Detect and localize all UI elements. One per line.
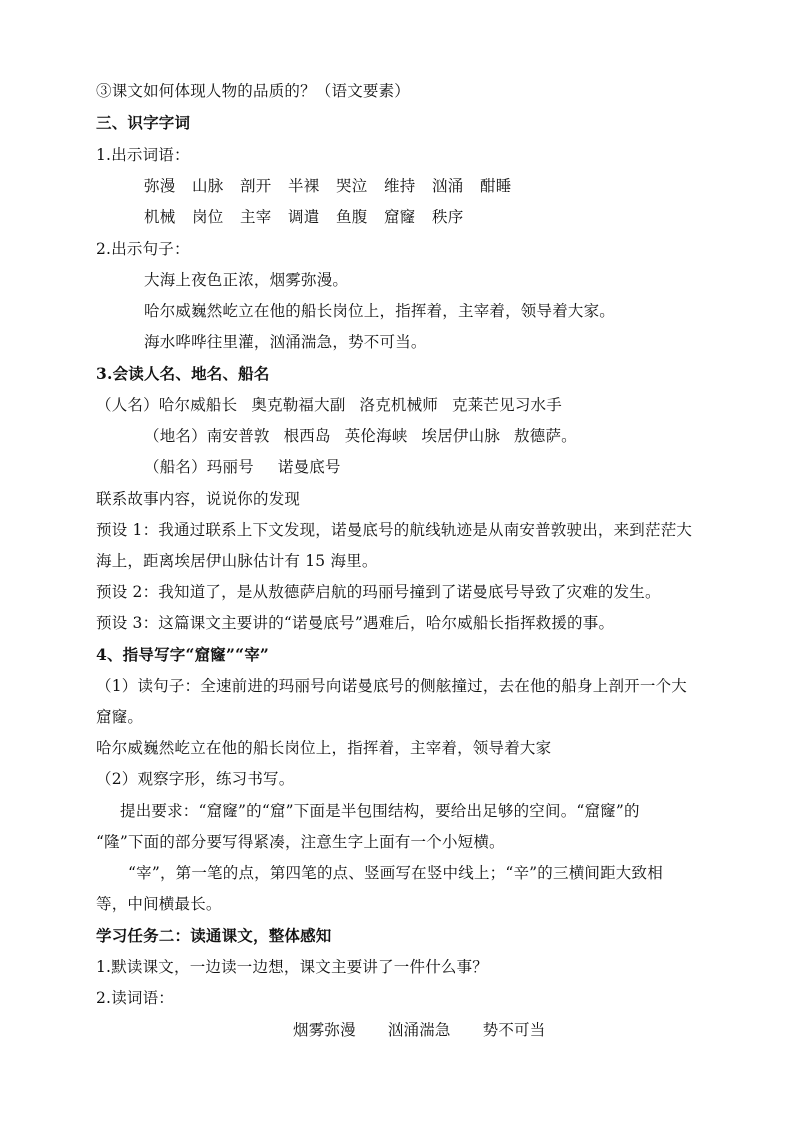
word-list-row-2 [144,207,463,227]
name-item: （地名）南安普敦 [144,427,270,445]
word: 汹涌湍急 [387,1021,451,1039]
word-list-row-1 [144,176,511,196]
word: 窟窿 [384,208,416,226]
word: 半裸 [288,177,320,195]
name-item: 埃居伊山脉 [421,427,501,445]
zai-guide-line-2: 等，中间横最长。 [96,895,222,913]
read-sentence-line-2: 窟窿。 [96,708,144,726]
word: 哭泣 [336,177,368,195]
step-show-sentences: 2.出示句子： [96,240,190,258]
word: 烟雾弥漫 [293,1021,356,1039]
word: 机械 [144,208,176,226]
name-item: 奥克勒福大副 [251,396,346,414]
step-show-words: 1.出示词语： [96,146,190,164]
place-names [144,426,577,446]
sentence-2: 哈尔威巍然屹立在他的船长岗位上，指挥着，主宰着，领导着大家。 [144,302,616,320]
task-two-step-1: 1.默读课文，一边读一边想，课文主要讲了一件什么事？ [96,958,488,976]
read-sentence-line-1: （1）读句子：全速前进的玛丽号向诺曼底号的侧舷撞过，去在他的船身上剖开一个大 [96,677,687,695]
name-item: 敖德萨。 [514,427,577,445]
word: 主宰 [240,208,272,226]
requirement-line-1: 提出要求：“窟窿”的“窟”下面是半包围结构，要给出足够的空间。“窟窿”的 [120,802,640,820]
word: 势不可当 [482,1021,546,1039]
name-item: 诺曼底号 [277,458,341,476]
people-names [96,395,562,415]
observe-characters: （2）观察字形，练习书写。 [96,770,295,788]
discussion-prompt: 联系故事内容，说说你的发现 [96,490,301,508]
sentence-1: 大海上夜色正浓，烟雾弥漫。 [144,271,349,289]
preset-3: 预设 3：这篇课文主要讲的“诺曼底号”遇难后，哈尔威船长指挥救援的事。 [96,614,615,632]
name-item: 英伦海峡 [344,427,408,445]
word: 山脉 [192,177,224,195]
word: 维持 [384,177,416,195]
heading-writing-guide: 4、指导写字“窟窿”“宰” [96,645,270,664]
word: 酣睡 [480,177,512,195]
word: 鱼腹 [336,208,368,226]
word-list-row-3 [293,1020,545,1040]
task-two-heading: 学习任务二：读通课文，整体感知 [96,926,332,945]
name-item: 洛克机械师 [359,396,439,414]
name-item: （人名）哈尔威船长 [96,396,238,414]
sentence-captain: 哈尔威巍然屹立在他的船长岗位上，指挥着，主宰着，领导着大家 [96,739,552,757]
heading-names: 3.会读人名、地名、船名 [96,364,270,383]
name-item: 克莱芒见习水手 [452,396,562,414]
sentence-3: 海水哗哗往里灌，汹涌湍急，势不可当。 [144,333,427,351]
ship-names [144,457,341,477]
zai-guide-line-1: “宰”，第一笔的点，第四笔的点、竖画写在竖中线上；“辛”的三横间距大致相 [128,864,663,882]
preset-1-line-1: 预设 1：我通过联系上下文发现，诺曼底号的航线轨迹是从南安普敦驶出，来到茫茫大 [96,521,693,539]
name-item: （船名）玛丽号 [144,458,254,476]
section-heading-vocabulary: 三、识字字词 [96,113,191,132]
word: 调遣 [288,208,320,226]
word: 弥漫 [144,177,176,195]
word: 岗位 [192,208,224,226]
preset-2: 预设 2：我知道了，是从敖德萨启航的玛丽号撞到了诺曼底号导致了灾难的发生。 [96,583,661,601]
requirement-line-2: “隆”下面的部分要写得紧凑，注意生字上面有一个小短横。 [96,833,505,851]
name-item: 根西岛 [283,427,331,445]
task-two-step-2: 2.读词语： [96,989,174,1007]
word: 秩序 [432,208,464,226]
preset-1-line-2: 海上，距离埃居伊山脉估计有 15 海里。 [96,552,378,570]
word: 汹涌 [432,177,464,195]
word: 剖开 [240,177,272,195]
question-3: ③课文如何体现人物的品质的？（语文要素） [96,82,411,100]
